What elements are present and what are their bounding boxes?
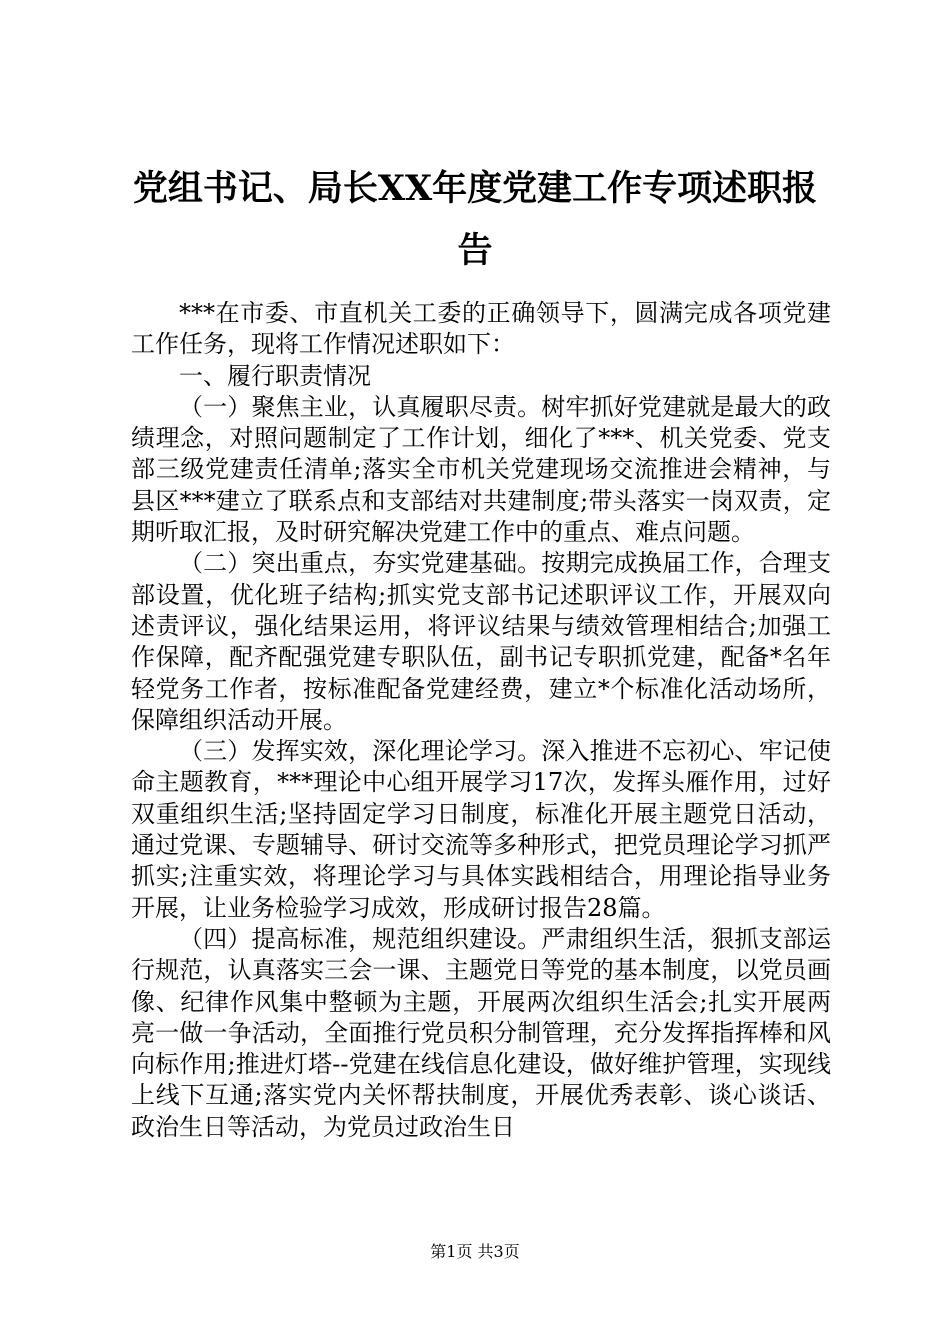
- paragraph-intro: ***在市委、市直机关工委的正确领导下，圆满完成各项党建工作任务，现将工作情况述职如下：: [131, 299, 831, 359]
- paragraph-item-2: （二）突出重点，夯实党建基础。按期完成换届工作，合理支部设置，优化班子结构;抓实党支部书记述职评议工作，开展双向述责评议，强化结果运用，将评议结果与绩效管理相结合;加强工作保障，配齐配强党建专职队伍，副书记专职抓党建，配备*名年轻党务工作者，按标准配备党建经费，建立*个标准化活动场所，保障组织活动开展。: [131, 549, 831, 734]
- section-heading: 一、履行职责情况: [179, 361, 371, 390]
- paragraph-item-3: （三）发挥实效，深化理论学习。深入推进不忘初心、牢记使命主题教育，***理论中心组开展学习17次，发挥头雁作用，过好双重组织生活;坚持固定学习日制度，标准化开展主题党日活动，通过党课、专题辅导、研讨交流等多种形式，把党员理论学习抓严抓实;注重实效，将理论学习与具体实践相结合，用理论指导业务开展，让业务检验学习成效，形成研讨报告28篇。: [131, 737, 831, 922]
- paragraph-item-1: （一）聚焦主业，认真履职尽责。树牢抓好党建就是最大的政绩理念，对照问题制定了工作计划，细化了***、机关党委、党支部三级党建责任清单;落实全市机关党建现场交流推进会精神，与县区***建立了联系点和支部结对共建制度;带头落实一岗双责，定期听取汇报，及时研究解决党建工作中的重点、难点问题。: [131, 392, 831, 547]
- document-title: 党组书记、局长XX年度党建工作专项述职报告: [132, 168, 818, 271]
- document-body: [131, 298, 831, 1143]
- page-number-footer: 第1页 共3页: [430, 1242, 520, 1261]
- paragraph-item-4: （四）提高标准，规范组织建设。严肃组织生活，狠抓支部运行规范，认真落实三会一课、主题党日等党的基本制度，以党员画像、纪律作风集中整顿为主题，开展两次组织生活会;扎实开展两亮一做一争活动，全面推行党员积分制管理，充分发挥指挥棒和风向标作用;推进灯塔--党建在线信息化建设，做好维护管理，实现线上线下互通;落实党内关怀帮扶制度，开展优秀表彰、谈心谈话、政治生日等活动，为党员过政治生日: [131, 924, 831, 1141]
